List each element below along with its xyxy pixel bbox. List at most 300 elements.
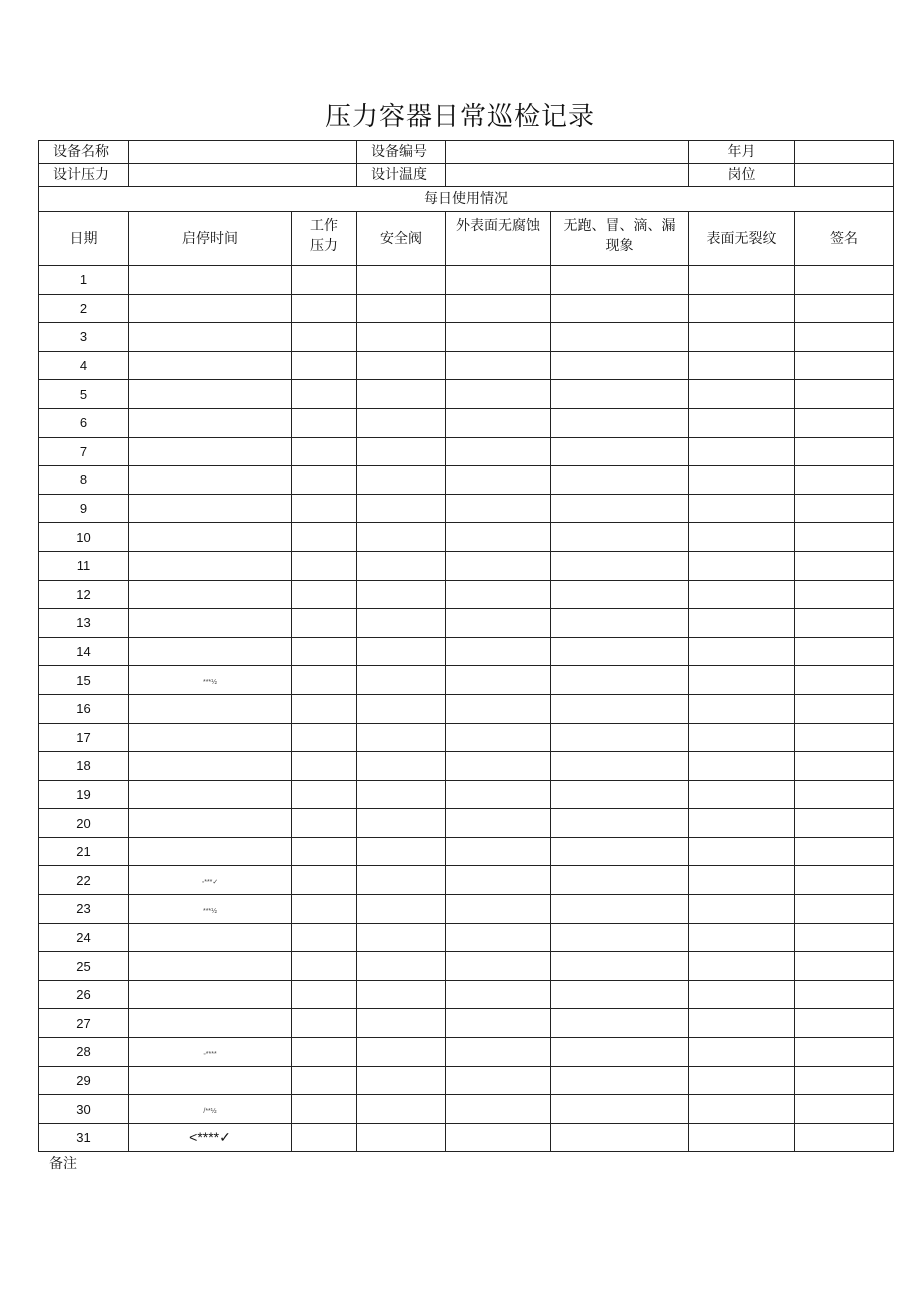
safety-valve-cell[interactable] <box>357 866 446 895</box>
safety-valve-cell[interactable] <box>357 551 446 580</box>
safety-valve-cell[interactable] <box>357 666 446 695</box>
table-row <box>39 923 894 952</box>
no-crack-cell[interactable] <box>689 723 795 752</box>
safety-valve-cell[interactable] <box>357 351 446 380</box>
safety-valve-cell[interactable] <box>357 1066 446 1095</box>
safety-valve-cell[interactable] <box>357 1095 446 1124</box>
signature-cell[interactable] <box>795 723 894 752</box>
work-pressure-cell[interactable] <box>292 780 357 809</box>
no-leak-cell[interactable] <box>551 437 689 466</box>
no-corrosion-cell[interactable] <box>446 580 551 609</box>
table-row <box>39 1095 894 1124</box>
signature-cell[interactable] <box>795 1123 894 1152</box>
signature-cell[interactable] <box>795 895 894 924</box>
no-leak-cell[interactable] <box>551 866 689 895</box>
start-stop-cell[interactable] <box>129 780 292 809</box>
no-corrosion-cell[interactable] <box>446 494 551 523</box>
work-pressure-cell[interactable] <box>292 809 357 838</box>
work-pressure-cell[interactable] <box>292 1123 357 1152</box>
no-crack-cell[interactable] <box>689 694 795 723</box>
no-crack-cell[interactable] <box>689 266 795 295</box>
start-stop-cell[interactable] <box>129 1095 292 1124</box>
start-stop-cell[interactable] <box>129 752 292 781</box>
header-no-leak: 无跑、冒、滴、漏现象 <box>551 212 689 266</box>
safety-valve-cell[interactable] <box>357 694 446 723</box>
start-stop-cell[interactable] <box>129 809 292 838</box>
design-pressure-label: 设计压力 <box>39 164 129 187</box>
device-name-label: 设备名称 <box>39 141 129 164</box>
no-crack-cell[interactable] <box>689 895 795 924</box>
no-crack-cell[interactable] <box>689 523 795 552</box>
start-stop-cell[interactable] <box>129 666 292 695</box>
safety-valve-cell[interactable] <box>357 980 446 1009</box>
inspection-table <box>38 140 894 1152</box>
design-pressure-field[interactable] <box>129 164 357 187</box>
start-stop-cell[interactable] <box>129 351 292 380</box>
day-cell: 30 <box>39 1095 129 1124</box>
no-corrosion-cell[interactable] <box>446 551 551 580</box>
no-corrosion-cell[interactable] <box>446 351 551 380</box>
header-row <box>39 212 894 266</box>
signature-cell[interactable] <box>795 694 894 723</box>
work-pressure-cell[interactable] <box>292 351 357 380</box>
signature-cell[interactable] <box>795 752 894 781</box>
no-leak-cell[interactable] <box>551 752 689 781</box>
safety-valve-cell[interactable] <box>357 837 446 866</box>
safety-valve-cell[interactable] <box>357 923 446 952</box>
safety-valve-cell[interactable] <box>357 408 446 437</box>
no-leak-cell[interactable] <box>551 551 689 580</box>
no-crack-cell[interactable] <box>689 637 795 666</box>
no-corrosion-cell[interactable] <box>446 466 551 495</box>
no-corrosion-cell[interactable] <box>446 1095 551 1124</box>
no-corrosion-cell[interactable] <box>446 923 551 952</box>
table-row <box>39 1123 894 1152</box>
table-row <box>39 466 894 495</box>
table-row <box>39 837 894 866</box>
no-leak-cell[interactable] <box>551 809 689 838</box>
no-corrosion-cell[interactable] <box>446 952 551 981</box>
table-row <box>39 351 894 380</box>
no-corrosion-cell[interactable] <box>446 609 551 638</box>
day-cell: 5 <box>39 380 129 409</box>
safety-valve-cell[interactable] <box>357 323 446 352</box>
start-stop-cell[interactable] <box>129 923 292 952</box>
no-crack-cell[interactable] <box>689 866 795 895</box>
day-cell: 3 <box>39 323 129 352</box>
signature-cell[interactable] <box>795 494 894 523</box>
header-work-pressure: 工作压力 <box>292 212 357 266</box>
signature-cell[interactable] <box>795 323 894 352</box>
no-leak-cell[interactable] <box>551 494 689 523</box>
design-temp-field[interactable] <box>446 164 689 187</box>
no-corrosion-cell[interactable] <box>446 1123 551 1152</box>
day-cell: 4 <box>39 351 129 380</box>
start-stop-cell[interactable] <box>129 437 292 466</box>
safety-valve-cell[interactable] <box>357 380 446 409</box>
start-stop-cell[interactable] <box>129 952 292 981</box>
no-corrosion-cell[interactable] <box>446 408 551 437</box>
no-leak-cell[interactable] <box>551 1038 689 1067</box>
signature-cell[interactable] <box>795 637 894 666</box>
safety-valve-cell[interactable] <box>357 437 446 466</box>
table-row <box>39 723 894 752</box>
no-crack-cell[interactable] <box>689 1123 795 1152</box>
no-leak-cell[interactable] <box>551 408 689 437</box>
day-cell: 21 <box>39 837 129 866</box>
safety-valve-cell[interactable] <box>357 780 446 809</box>
no-corrosion-cell[interactable] <box>446 780 551 809</box>
no-crack-cell[interactable] <box>689 923 795 952</box>
table-row <box>39 1038 894 1067</box>
start-stop-cell[interactable] <box>129 1066 292 1095</box>
signature-cell[interactable] <box>795 523 894 552</box>
device-no-label: 设备编号 <box>357 141 446 164</box>
header-date: 日期 <box>39 212 129 266</box>
safety-valve-cell[interactable] <box>357 1009 446 1038</box>
safety-valve-cell[interactable] <box>357 294 446 323</box>
work-pressure-cell[interactable] <box>292 523 357 552</box>
device-name-field[interactable] <box>129 141 357 164</box>
no-leak-cell[interactable] <box>551 895 689 924</box>
info-row-2 <box>39 164 894 187</box>
work-pressure-cell[interactable] <box>292 837 357 866</box>
start-stop-cell[interactable] <box>129 837 292 866</box>
safety-valve-cell[interactable] <box>357 809 446 838</box>
signature-cell[interactable] <box>795 1009 894 1038</box>
start-stop-cell[interactable] <box>129 551 292 580</box>
no-crack-cell[interactable] <box>689 1009 795 1038</box>
handwritten-mark: ***½ <box>202 679 217 687</box>
header-start-stop: 启停时间 <box>129 212 292 266</box>
table-row <box>39 1009 894 1038</box>
day-cell: 2 <box>39 294 129 323</box>
post-field[interactable] <box>795 164 894 187</box>
no-corrosion-cell[interactable] <box>446 837 551 866</box>
work-pressure-cell[interactable] <box>292 408 357 437</box>
no-crack-cell[interactable] <box>689 380 795 409</box>
start-stop-cell[interactable] <box>129 580 292 609</box>
signature-cell[interactable] <box>795 609 894 638</box>
start-stop-cell[interactable] <box>129 609 292 638</box>
work-pressure-cell[interactable] <box>292 752 357 781</box>
handwritten-mark: ◦**** <box>203 1050 217 1058</box>
no-corrosion-cell[interactable] <box>446 809 551 838</box>
table-row <box>39 580 894 609</box>
start-stop-cell[interactable] <box>129 323 292 352</box>
work-pressure-cell[interactable] <box>292 866 357 895</box>
start-stop-cell[interactable] <box>129 1009 292 1038</box>
header-signature: 签名 <box>795 212 894 266</box>
work-pressure-cell[interactable] <box>292 580 357 609</box>
start-stop-cell[interactable] <box>129 980 292 1009</box>
table-row <box>39 294 894 323</box>
table-row <box>39 323 894 352</box>
no-crack-cell[interactable] <box>689 323 795 352</box>
safety-valve-cell[interactable] <box>357 752 446 781</box>
signature-cell[interactable] <box>795 380 894 409</box>
note-label: 备注 <box>49 1156 77 1172</box>
no-crack-cell[interactable] <box>689 609 795 638</box>
no-corrosion-cell[interactable] <box>446 666 551 695</box>
no-corrosion-cell[interactable] <box>446 380 551 409</box>
no-corrosion-cell[interactable] <box>446 694 551 723</box>
no-crack-cell[interactable] <box>689 351 795 380</box>
work-pressure-cell[interactable] <box>292 551 357 580</box>
signature-cell[interactable] <box>795 466 894 495</box>
table-row <box>39 380 894 409</box>
day-cell: 12 <box>39 580 129 609</box>
work-pressure-cell[interactable] <box>292 323 357 352</box>
handwritten-mark: <****✓ <box>189 1129 231 1146</box>
work-pressure-cell[interactable] <box>292 380 357 409</box>
no-leak-cell[interactable] <box>551 1009 689 1038</box>
safety-valve-cell[interactable] <box>357 580 446 609</box>
safety-valve-cell[interactable] <box>357 1038 446 1067</box>
table-row <box>39 408 894 437</box>
work-pressure-cell[interactable] <box>292 294 357 323</box>
work-pressure-cell[interactable] <box>292 666 357 695</box>
no-leak-cell[interactable] <box>551 380 689 409</box>
no-leak-cell[interactable] <box>551 523 689 552</box>
table-row <box>39 895 894 924</box>
no-crack-cell[interactable] <box>689 837 795 866</box>
no-leak-cell[interactable] <box>551 580 689 609</box>
no-corrosion-cell[interactable] <box>446 723 551 752</box>
no-leak-cell[interactable] <box>551 266 689 295</box>
day-cell: 25 <box>39 952 129 981</box>
day-cell: 11 <box>39 551 129 580</box>
no-crack-cell[interactable] <box>689 408 795 437</box>
work-pressure-cell[interactable] <box>292 1009 357 1038</box>
no-corrosion-cell[interactable] <box>446 323 551 352</box>
safety-valve-cell[interactable] <box>357 494 446 523</box>
day-cell: 15 <box>39 666 129 695</box>
signature-cell[interactable] <box>795 1095 894 1124</box>
work-pressure-cell[interactable] <box>292 494 357 523</box>
day-cell: 27 <box>39 1009 129 1038</box>
day-cell: 8 <box>39 466 129 495</box>
signature-cell[interactable] <box>795 666 894 695</box>
no-leak-cell[interactable] <box>551 351 689 380</box>
no-crack-cell[interactable] <box>689 494 795 523</box>
no-leak-cell[interactable] <box>551 1123 689 1152</box>
signature-cell[interactable] <box>795 408 894 437</box>
table-row <box>39 980 894 1009</box>
no-leak-cell[interactable] <box>551 780 689 809</box>
no-leak-cell[interactable] <box>551 637 689 666</box>
day-cell: 28 <box>39 1038 129 1067</box>
no-leak-cell[interactable] <box>551 1066 689 1095</box>
no-corrosion-cell[interactable] <box>446 866 551 895</box>
no-corrosion-cell[interactable] <box>446 1009 551 1038</box>
no-corrosion-cell[interactable] <box>446 523 551 552</box>
no-corrosion-cell[interactable] <box>446 752 551 781</box>
table-row <box>39 694 894 723</box>
start-stop-cell[interactable] <box>129 408 292 437</box>
signature-cell[interactable] <box>795 551 894 580</box>
header-no-crack: 表面无裂纹 <box>689 212 795 266</box>
signature-cell[interactable] <box>795 1038 894 1067</box>
signature-cell[interactable] <box>795 866 894 895</box>
signature-cell[interactable] <box>795 266 894 295</box>
work-pressure-cell[interactable] <box>292 609 357 638</box>
table-row <box>39 809 894 838</box>
device-no-field[interactable] <box>446 141 689 164</box>
work-pressure-cell[interactable] <box>292 1095 357 1124</box>
no-crack-cell[interactable] <box>689 666 795 695</box>
start-stop-cell[interactable] <box>129 1038 292 1067</box>
start-stop-cell[interactable] <box>129 866 292 895</box>
start-stop-cell[interactable] <box>129 1123 292 1152</box>
safety-valve-cell[interactable] <box>357 1123 446 1152</box>
day-cell: 29 <box>39 1066 129 1095</box>
no-corrosion-cell[interactable] <box>446 895 551 924</box>
start-stop-cell[interactable] <box>129 895 292 924</box>
day-cell: 18 <box>39 752 129 781</box>
start-stop-cell[interactable] <box>129 723 292 752</box>
no-crack-cell[interactable] <box>689 1066 795 1095</box>
table-row <box>39 952 894 981</box>
no-leak-cell[interactable] <box>551 923 689 952</box>
no-leak-cell[interactable] <box>551 1095 689 1124</box>
no-leak-cell[interactable] <box>551 837 689 866</box>
start-stop-cell[interactable] <box>129 266 292 295</box>
table-row <box>39 494 894 523</box>
work-pressure-cell[interactable] <box>292 952 357 981</box>
page-title: 压力容器日常巡检记录 <box>324 102 595 132</box>
table-row <box>39 637 894 666</box>
start-stop-cell[interactable] <box>129 294 292 323</box>
work-pressure-cell[interactable] <box>292 923 357 952</box>
no-leak-cell[interactable] <box>551 323 689 352</box>
work-pressure-cell[interactable] <box>292 723 357 752</box>
day-cell: 17 <box>39 723 129 752</box>
handwritten-mark: /**½ <box>203 1108 217 1116</box>
day-cell: 7 <box>39 437 129 466</box>
no-crack-cell[interactable] <box>689 466 795 495</box>
day-cell: 20 <box>39 809 129 838</box>
signature-cell[interactable] <box>795 809 894 838</box>
header-safety-valve: 安全阀 <box>357 212 446 266</box>
safety-valve-cell[interactable] <box>357 609 446 638</box>
no-corrosion-cell[interactable] <box>446 1066 551 1095</box>
no-leak-cell[interactable] <box>551 609 689 638</box>
table-row <box>39 752 894 781</box>
safety-valve-cell[interactable] <box>357 637 446 666</box>
table-row <box>39 437 894 466</box>
start-stop-cell[interactable] <box>129 694 292 723</box>
no-crack-cell[interactable] <box>689 294 795 323</box>
post-label: 岗位 <box>689 164 795 187</box>
signature-cell[interactable] <box>795 952 894 981</box>
no-crack-cell[interactable] <box>689 752 795 781</box>
no-crack-cell[interactable] <box>689 780 795 809</box>
no-corrosion-cell[interactable] <box>446 437 551 466</box>
no-leak-cell[interactable] <box>551 466 689 495</box>
no-leak-cell[interactable] <box>551 952 689 981</box>
signature-cell[interactable] <box>795 294 894 323</box>
no-leak-cell[interactable] <box>551 980 689 1009</box>
work-pressure-cell[interactable] <box>292 1066 357 1095</box>
start-stop-cell[interactable] <box>129 523 292 552</box>
work-pressure-cell[interactable] <box>292 980 357 1009</box>
no-crack-cell[interactable] <box>689 551 795 580</box>
no-corrosion-cell[interactable] <box>446 637 551 666</box>
safety-valve-cell[interactable] <box>357 952 446 981</box>
work-pressure-cell[interactable] <box>292 266 357 295</box>
safety-valve-cell[interactable] <box>357 266 446 295</box>
work-pressure-cell[interactable] <box>292 1038 357 1067</box>
day-cell: 26 <box>39 980 129 1009</box>
day-cell: 19 <box>39 780 129 809</box>
signature-cell[interactable] <box>795 437 894 466</box>
work-pressure-cell[interactable] <box>292 694 357 723</box>
no-crack-cell[interactable] <box>689 809 795 838</box>
signature-cell[interactable] <box>795 580 894 609</box>
safety-valve-cell[interactable] <box>357 466 446 495</box>
work-pressure-cell[interactable] <box>292 466 357 495</box>
safety-valve-cell[interactable] <box>357 523 446 552</box>
no-leak-cell[interactable] <box>551 694 689 723</box>
work-pressure-cell[interactable] <box>292 895 357 924</box>
section-title: 每日使用情况 <box>39 187 894 212</box>
signature-cell[interactable] <box>795 980 894 1009</box>
no-corrosion-cell[interactable] <box>446 980 551 1009</box>
safety-valve-cell[interactable] <box>357 895 446 924</box>
signature-cell[interactable] <box>795 1066 894 1095</box>
day-cell: 1 <box>39 266 129 295</box>
no-crack-cell[interactable] <box>689 1095 795 1124</box>
year-month-label: 年月 <box>689 141 795 164</box>
day-cell: 23 <box>39 895 129 924</box>
safety-valve-cell[interactable] <box>357 723 446 752</box>
no-leak-cell[interactable] <box>551 294 689 323</box>
work-pressure-cell[interactable] <box>292 437 357 466</box>
day-cell: 24 <box>39 923 129 952</box>
start-stop-cell[interactable] <box>129 637 292 666</box>
work-pressure-cell[interactable] <box>292 637 357 666</box>
handwritten-mark: ***½ <box>202 907 217 915</box>
year-month-field[interactable] <box>795 141 894 164</box>
no-crack-cell[interactable] <box>689 980 795 1009</box>
info-row-1 <box>39 141 894 164</box>
no-crack-cell[interactable] <box>689 952 795 981</box>
start-stop-cell[interactable] <box>129 466 292 495</box>
signature-cell[interactable] <box>795 780 894 809</box>
no-leak-cell[interactable] <box>551 666 689 695</box>
signature-cell[interactable] <box>795 923 894 952</box>
day-cell: 31 <box>39 1123 129 1152</box>
day-cell: 14 <box>39 637 129 666</box>
no-corrosion-cell[interactable] <box>446 1038 551 1067</box>
table-row <box>39 1066 894 1095</box>
signature-cell[interactable] <box>795 837 894 866</box>
signature-cell[interactable] <box>795 351 894 380</box>
no-crack-cell[interactable] <box>689 1038 795 1067</box>
day-cell: 22 <box>39 866 129 895</box>
no-corrosion-cell[interactable] <box>446 294 551 323</box>
no-leak-cell[interactable] <box>551 723 689 752</box>
no-crack-cell[interactable] <box>689 580 795 609</box>
section-row <box>39 187 894 212</box>
design-temp-label: 设计温度 <box>357 164 446 187</box>
start-stop-cell[interactable] <box>129 380 292 409</box>
no-crack-cell[interactable] <box>689 437 795 466</box>
start-stop-cell[interactable] <box>129 494 292 523</box>
no-corrosion-cell[interactable] <box>446 266 551 295</box>
table-row <box>39 523 894 552</box>
